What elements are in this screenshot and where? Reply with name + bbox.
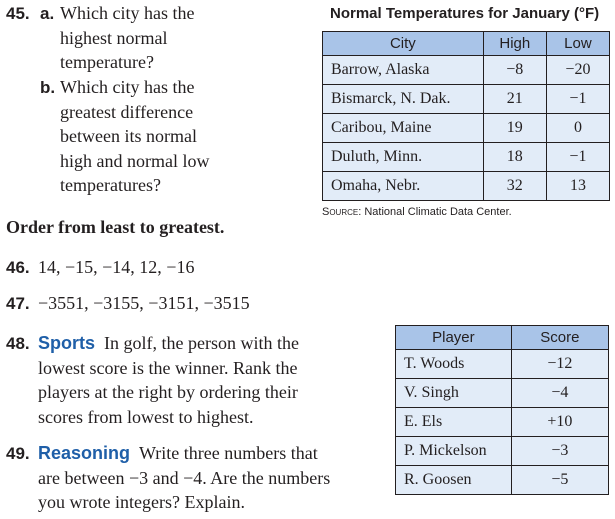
q45-b-line: high and normal low: [60, 150, 210, 171]
table-row: [323, 143, 610, 172]
high-cell: 21: [483, 85, 546, 114]
table-row: [396, 350, 609, 379]
golf-table: [395, 325, 609, 495]
player-cell: R. Goosen: [396, 466, 512, 495]
q49-number: 49.: [6, 444, 30, 463]
player-cell: V. Singh: [396, 379, 512, 408]
city-cell: Duluth, Minn.: [323, 143, 484, 172]
score-cell: −5: [511, 466, 608, 495]
temp-table-caption: Normal Temperatures for January (°F): [330, 5, 600, 22]
table-row: [396, 466, 609, 495]
temp-header-high: High: [483, 32, 546, 56]
player-cell: T. Woods: [396, 350, 512, 379]
q49-text: [38, 441, 330, 515]
q47-text: −3551, −3155, −3151, −3515: [38, 293, 250, 313]
high-cell: 18: [483, 143, 546, 172]
q46-number: 46.: [6, 258, 30, 277]
q48-line: scores from lowest to highest.: [38, 406, 254, 427]
city-cell: Bismarck, N. Dak.: [323, 85, 484, 114]
high-cell: −8: [483, 56, 546, 85]
q48-text: [38, 331, 299, 429]
table-row: [396, 437, 609, 466]
q45-b-text: [60, 75, 209, 198]
score-cell: −12: [511, 350, 608, 379]
source-text: National Climatic Data Center.: [364, 206, 512, 218]
low-cell: −20: [546, 56, 609, 85]
table-row: [323, 85, 610, 114]
high-cell: 19: [483, 114, 546, 143]
q45-a-label: a.: [40, 4, 55, 23]
q45-b-line: between its normal: [60, 126, 197, 146]
q48-line: lowest score is the winner. Rank the: [38, 357, 298, 378]
low-cell: 0: [546, 114, 609, 143]
q49-keyword: Reasoning: [38, 443, 131, 463]
q45-b-line: greatest difference: [60, 101, 194, 122]
temp-header-city: City: [323, 32, 484, 56]
q45-a-text: [60, 1, 194, 75]
city-cell: Barrow, Alaska: [323, 56, 484, 85]
table-row: [396, 379, 609, 408]
low-cell: −1: [546, 143, 609, 172]
score-cell: −3: [511, 437, 608, 466]
table-row: [323, 114, 610, 143]
q47-number: 47.: [6, 294, 30, 313]
low-cell: 13: [546, 172, 609, 201]
q45-number: 45.: [6, 4, 30, 23]
q45-a-line: temperature?: [60, 52, 154, 72]
golf-header-score: Score: [511, 326, 608, 350]
table-row: [323, 172, 610, 201]
section-heading: Order from least to greatest.: [6, 217, 225, 237]
q49-line: are between −3 and −4. Are the numbers: [38, 467, 331, 488]
city-cell: Caribou, Maine: [323, 114, 484, 143]
q49-line: you wrote integers? Explain.: [38, 492, 245, 512]
q45-a-line: highest normal: [60, 27, 168, 48]
temp-table-source: [322, 206, 512, 218]
q45-b-line: temperatures?: [60, 175, 161, 195]
table-row: [323, 56, 610, 85]
golf-header-player: Player: [396, 326, 512, 350]
q45-a-line: Which city has the: [60, 3, 195, 23]
q45-b-line: Which city has the: [60, 77, 195, 97]
low-cell: −1: [546, 85, 609, 114]
temp-header-low: Low: [546, 32, 609, 56]
q46-text: 14, −15, −14, 12, −16: [38, 257, 195, 277]
q45-b-label: b.: [40, 78, 56, 97]
q48-line: players at the right by ordering their: [38, 382, 298, 402]
score-cell: +10: [511, 408, 608, 437]
city-cell: Omaha, Nebr.: [323, 172, 484, 201]
high-cell: 32: [483, 172, 546, 201]
player-cell: P. Mickelson: [396, 437, 512, 466]
score-cell: −4: [511, 379, 608, 408]
q48-keyword: Sports: [38, 333, 96, 353]
temp-table: [322, 31, 610, 201]
source-label: Source:: [322, 206, 362, 218]
q48-line: In golf, the person with the: [104, 333, 299, 353]
player-cell: E. Els: [396, 408, 512, 437]
table-row: [396, 408, 609, 437]
q49-line: Write three numbers that: [139, 443, 318, 463]
q48-number: 48.: [6, 334, 30, 353]
